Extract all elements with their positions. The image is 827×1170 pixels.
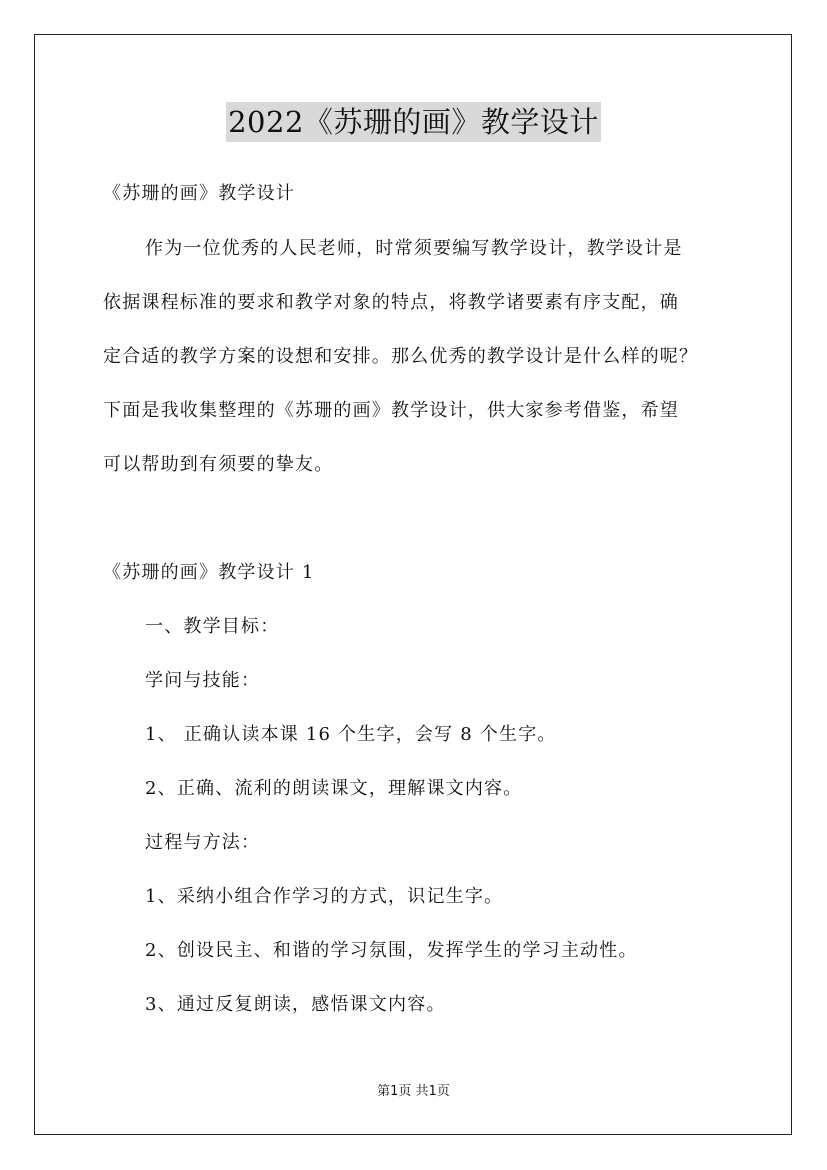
document-title: 2022《苏珊的画》教学设计 (226, 102, 601, 142)
process-item-1: 1、采纳小组合作学习的方式，识记生字。 (145, 886, 504, 907)
knowledge-item-1: 1、 正确认读本课 16 个生字，会写 8 个生字。 (145, 724, 557, 745)
intro-line-5: 可以帮助到有须要的挚友。 (103, 454, 334, 475)
objectives-heading: 一、教学目标： (145, 616, 280, 637)
intro-line-3: 定合适的教学方案的设想和安排。那么优秀的教学设计是什么样的呢？ (103, 346, 699, 367)
process-item-3: 3、通过反复朗读，感悟课文内容。 (145, 994, 446, 1015)
document-subtitle: 《苏珊的画》教学设计 (103, 183, 295, 204)
process-heading: 过程与方法： (145, 832, 261, 853)
process-item-2: 2、创设民主、和谐的学习氛围，发挥学生的学习主动性。 (145, 940, 638, 961)
knowledge-item-2: 2、正确、流利的朗读课文，理解课文内容。 (145, 778, 523, 799)
title-container (0, 102, 827, 142)
knowledge-heading: 学问与技能： (145, 670, 261, 691)
intro-line-1: 作为一位优秀的人民老师，时常须要编写教学设计，教学设计是 (145, 238, 683, 259)
intro-line-4: 下面是我收集整理的《苏珊的画》教学设计，供大家参考借鉴，希望 (103, 400, 679, 421)
page-number-footer: 第1页 共1页 (377, 1084, 450, 1099)
intro-line-2: 依据课程标准的要求和教学对象的特点，将教学诸要素有序支配，确 (103, 292, 679, 313)
section-heading: 《苏珊的画》教学设计 1 (103, 562, 315, 583)
